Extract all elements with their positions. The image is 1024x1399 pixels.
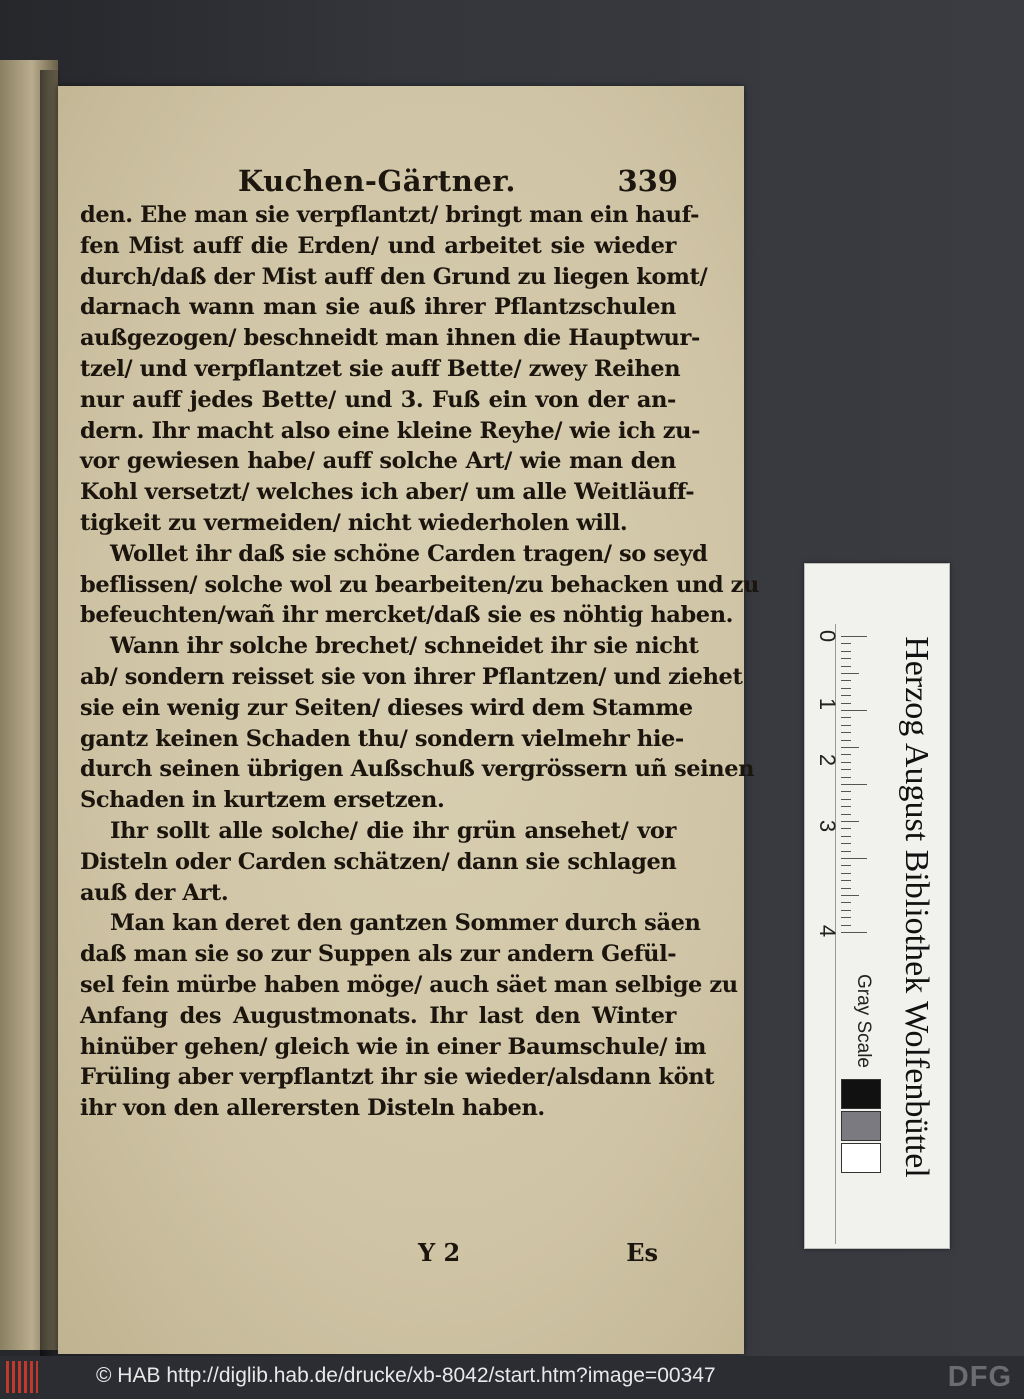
ruler-tick [841, 651, 851, 652]
catchword: Es [626, 1238, 658, 1267]
text-line: außgezogen/ beschneidt man ihnen die Hauptwur- [80, 325, 700, 352]
text-line: Früling aber verpflantzt ihr sie wieder/alsdann könt [80, 1064, 715, 1091]
text-line: daß man sie so zur Suppen als zur andern Gefül- [80, 941, 677, 968]
ruler-tick [841, 695, 851, 696]
ruler-tick [841, 762, 851, 763]
ruler-tick [841, 932, 867, 933]
text-line: Disteln oder Carden schätzen/ dann sie schlagen [80, 848, 677, 875]
ruler-tick [841, 673, 859, 674]
copyright-link[interactable]: © HAB http://diglib.hab.de/drucke/xb-8042/start.htm?image=00347 [96, 1364, 716, 1387]
gray-swatch [841, 1143, 881, 1173]
ruler-tick [841, 917, 851, 918]
gray-swatch [841, 1079, 881, 1109]
ruler-number: 3 [815, 819, 840, 833]
text-line: Man kan deret den gantzen Sommer durch säen [110, 910, 701, 937]
ruler-tick [841, 769, 851, 770]
running-head-title: Kuchen-Gärtner. [238, 164, 516, 198]
text-line: Wollet ihr daß sie schöne Carden tragen/ so seyd [110, 540, 708, 567]
ruler-tick [841, 658, 851, 659]
ruler-institution-label: Herzog August Bibliothek Wolfenbüttel [898, 636, 935, 1178]
running-head [238, 164, 678, 204]
ruler-tick [841, 643, 851, 644]
ruler-tick [841, 895, 859, 896]
ruler-tick [841, 732, 851, 733]
ruler-number: 2 [815, 753, 840, 767]
ruler-tick [841, 777, 851, 778]
ruler-tick [841, 717, 851, 718]
ruler-tick [841, 828, 851, 829]
text-line: hinüber gehen/ gleich wie in einer Baumschule/ im [80, 1033, 707, 1060]
text-line: auß der Art. [80, 879, 229, 906]
page-number: 339 [617, 164, 678, 198]
ruler-tick [841, 680, 851, 681]
text-line: tzel/ und verpflantzet sie auff Bette/ zwey Reihen [80, 355, 681, 382]
ruler-tick [841, 925, 851, 926]
ruler-number: 1 [815, 697, 840, 711]
color-scale-ruler [804, 563, 950, 1249]
text-line: fen Mist auff die Erden/ und arbeitet sie wieder [80, 232, 676, 259]
dfg-logo: DFG [947, 1361, 1012, 1393]
ruler-tick [841, 666, 851, 667]
text-line: darnach wann man sie auß ihrer Pflantzschulen [80, 294, 676, 321]
ruler-tick [841, 873, 851, 874]
ruler-tick [841, 858, 867, 859]
text-line: Kohl versetzt/ welches ich aber/ um alle Weitläuff- [80, 479, 695, 506]
text-line: Ihr sollt alle solche/ die ihr grün ansehet/ vor [110, 817, 676, 844]
text-line: beflissen/ solche wol zu bearbeiten/zu behacken und zu [80, 571, 759, 598]
ruler-tick [841, 725, 851, 726]
ruler-tick [841, 791, 851, 792]
ruler-tick [841, 747, 859, 748]
barcode-icon [6, 1361, 38, 1393]
footer-bar [0, 1356, 1024, 1399]
text-line: befeuchten/wañ ihr mercket/daß sie es nöhtig haben. [80, 602, 734, 629]
ruler-tick [841, 754, 851, 755]
ruler-tick [841, 836, 851, 837]
ruler-tick [841, 910, 851, 911]
gray-scale-label: Gray Scale [853, 974, 874, 1068]
ruler-tick [841, 880, 851, 881]
ruler-tick [841, 799, 851, 800]
ruler-tick [841, 784, 867, 785]
ruler-number: 4 [815, 924, 840, 938]
text-line: dern. Ihr macht also eine kleine Reyhe/ wie ich zu- [80, 417, 701, 444]
ruler-tick [841, 865, 851, 866]
ruler-tick [841, 688, 851, 689]
ruler-tick [841, 806, 851, 807]
ruler-tick [841, 843, 851, 844]
text-line: sel fein mürbe haben möge/ auch säet man selbige zu [80, 971, 738, 998]
ruler-tick [841, 740, 851, 741]
text-line: den. Ehe man sie verpflantzt/ bringt man ein hauf- [80, 202, 700, 228]
text-line: tigkeit zu vermeiden/ nicht wiederholen will. [80, 509, 628, 536]
text-line: durch/daß der Mist auff den Grund zu liegen komt/ [80, 263, 708, 290]
ruler-tick [841, 636, 867, 637]
ruler-tick [841, 814, 851, 815]
signature-line [418, 1238, 658, 1274]
text-line: ihr von den allerersten Disteln haben. [80, 1095, 545, 1122]
ruler-tick [841, 888, 851, 889]
text-line: nur auff jedes Bette/ und 3. Fuß ein von der an- [80, 386, 676, 413]
ruler-tick [841, 821, 859, 822]
text-line: sie ein wenig zur Seiten/ dieses wird dem Stamme [80, 694, 693, 721]
ruler-tick [841, 710, 867, 711]
gray-swatch [841, 1111, 881, 1141]
ruler-tick [841, 902, 851, 903]
body-text [80, 200, 759, 1124]
signature-mark: Y 2 [418, 1238, 461, 1267]
text-line: Anfang des Augustmonats. Ihr last den Winter [80, 1002, 676, 1029]
text-line: Wann ihr solche brechet/ schneidet ihr sie nicht [110, 633, 699, 660]
ruler-tick [841, 703, 851, 704]
ruler-tick [841, 851, 851, 852]
text-line: Schaden in kurtzem ersetzen. [80, 787, 445, 814]
ruler-number: 0 [815, 629, 840, 643]
text-line: vor gewiesen habe/ auff solche Art/ wie man den [80, 448, 676, 475]
book-page [58, 86, 759, 1354]
text-line: ab/ sondern reisset sie von ihrer Pflantzen/ und ziehet [80, 663, 743, 690]
text-line: gantz keinen Schaden thu/ sondern vielmehr hie- [80, 725, 684, 752]
text-line: durch seinen übrigen Außschuß vergrössern uñ seinen [80, 756, 755, 783]
